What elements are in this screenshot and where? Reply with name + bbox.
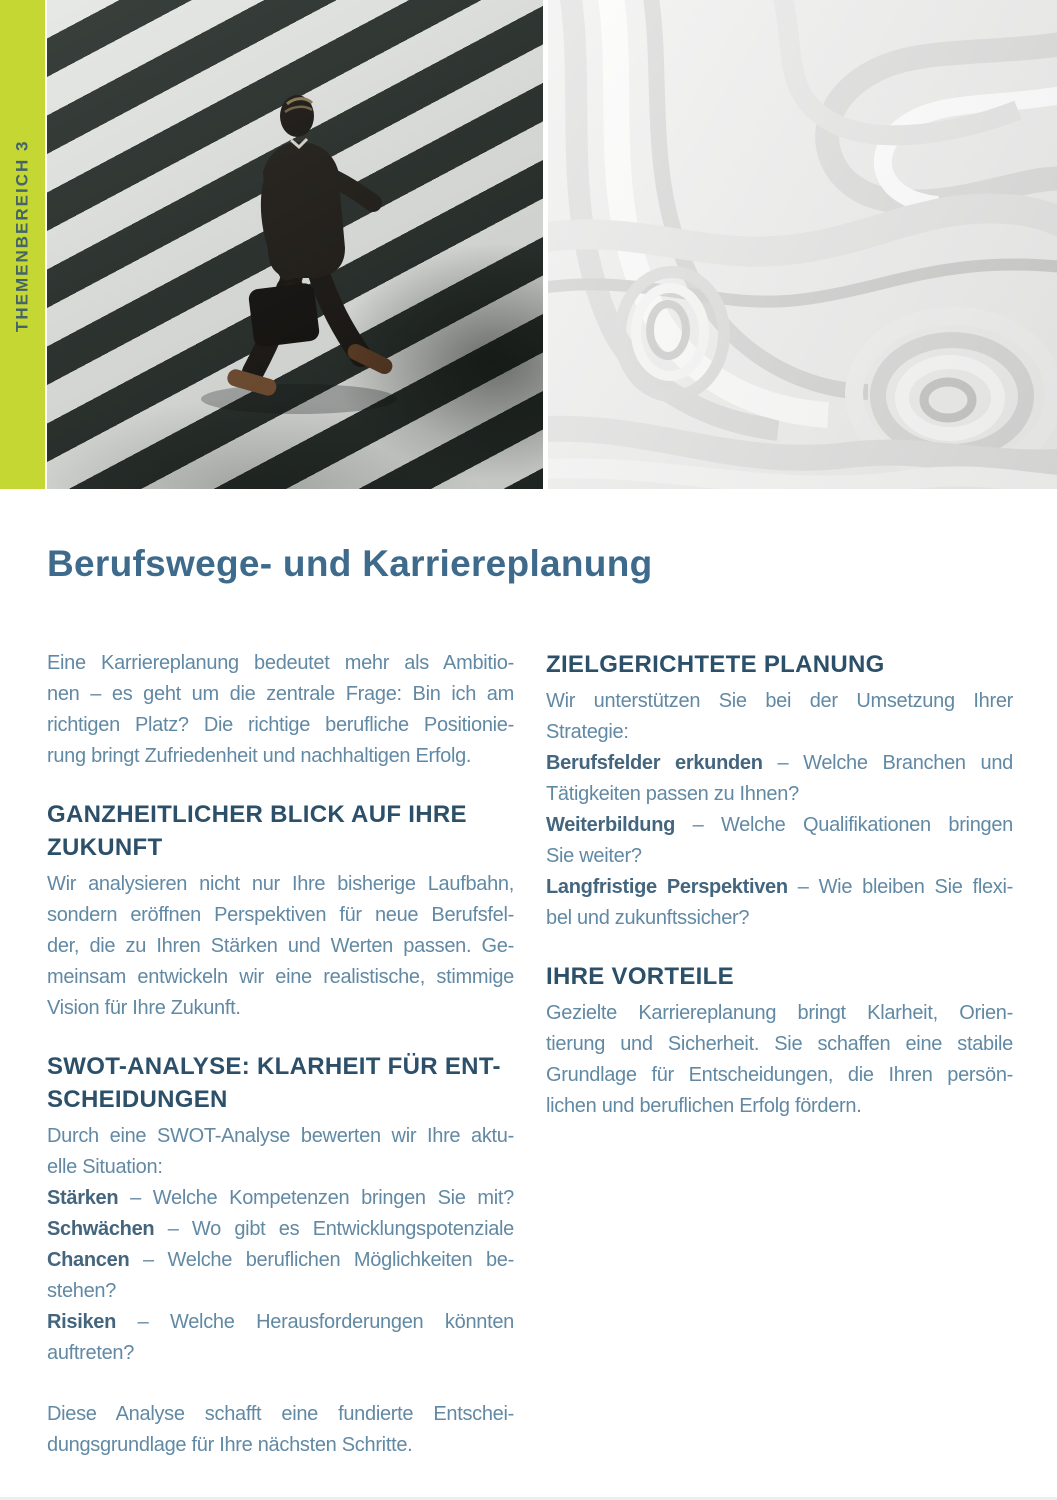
bold-term: Weiterbildung xyxy=(546,814,676,836)
text-line xyxy=(47,869,514,900)
text-line xyxy=(47,900,514,931)
text-line xyxy=(546,841,1013,872)
text-line xyxy=(47,1307,514,1338)
text-span: – Welche Kompetenzen bringen Sie mit? xyxy=(118,1187,514,1209)
text-span: Grundlage für Entscheidungen, die Ihren persön- xyxy=(546,1064,1013,1086)
sidebar-label: THEMENBEREICH 3 xyxy=(12,139,32,332)
text-line xyxy=(546,1060,1013,1091)
text-line xyxy=(546,1029,1013,1060)
text-line xyxy=(47,798,514,831)
section-heading xyxy=(47,798,514,864)
text-line xyxy=(47,1214,514,1245)
text-span: lichen und beruflichen Erfolg fördern. xyxy=(546,1095,862,1117)
text-line xyxy=(47,1183,514,1214)
text-span: SCHEIDUNGEN xyxy=(47,1086,228,1113)
text-span: Strategie: xyxy=(546,721,629,743)
bold-term: Stärken xyxy=(47,1187,119,1209)
bold-term: Risiken xyxy=(47,1311,117,1333)
text-span: Durch eine SWOT-Analyse bewerten wir Ihre aktu- xyxy=(47,1125,514,1147)
text-span: Eine Karriereplanung bedeutet mehr als Ambitio- xyxy=(47,652,514,674)
paper-texture-photo xyxy=(548,0,1057,489)
bold-term: Berufsfelder erkunden xyxy=(546,752,763,774)
paragraph xyxy=(47,648,514,772)
text-span: – Wie bleiben Sie flexi- xyxy=(787,876,1013,898)
section-heading xyxy=(47,1050,514,1116)
text-line xyxy=(47,741,514,772)
column-left xyxy=(47,648,514,1461)
shoe-right xyxy=(345,341,395,376)
text-span: nen – es geht um die zentrale Frage: Bin ich am xyxy=(47,683,514,705)
bold-term: Chancen xyxy=(47,1249,130,1271)
text-span: IHRE VORTEILE xyxy=(546,963,734,990)
text-span: Wir analysieren nicht nur Ihre bisherige Laufbahn, xyxy=(47,873,514,895)
paragraph xyxy=(47,869,514,1024)
text-span: ZUKUNFT xyxy=(47,834,163,861)
briefcase xyxy=(248,282,321,348)
text-line xyxy=(546,810,1013,841)
text-line xyxy=(47,1083,514,1116)
text-line xyxy=(47,648,514,679)
text-span: Sie weiter? xyxy=(546,845,642,867)
text-span: Gezielte Karriereplanung bringt Klarheit, Orien- xyxy=(546,1002,1013,1024)
text-line xyxy=(546,1091,1013,1122)
section-heading xyxy=(546,648,1013,681)
text-span: rung bringt Zufriedenheit und nachhaltigen Erfolg. xyxy=(47,745,472,767)
text-line xyxy=(47,679,514,710)
text-line xyxy=(47,1152,514,1183)
text-span: sondern eröffnen Perspektiven für neue Berufsfel- xyxy=(47,904,514,926)
text-span: stehen? xyxy=(47,1280,117,1302)
crosswalk-photo xyxy=(47,0,543,489)
text-line xyxy=(546,779,1013,810)
text-line xyxy=(546,717,1013,748)
text-line xyxy=(47,1245,514,1276)
text-line xyxy=(47,931,514,962)
text-line xyxy=(47,710,514,741)
text-span: elle Situation: xyxy=(47,1156,163,1178)
text-span: – Welche Branchen und xyxy=(762,752,1013,774)
bold-term: Schwächen xyxy=(47,1218,155,1240)
text-span: Tätigkeiten passen zu Ihnen? xyxy=(546,783,799,805)
paragraph xyxy=(47,1121,514,1369)
text-line xyxy=(47,1276,514,1307)
text-span: ZIELGERICHTETE PLANUNG xyxy=(546,651,885,678)
text-span: SWOT-ANALYSE: KLARHEIT FÜR ENT- xyxy=(47,1053,501,1080)
text-span: Diese Analyse schafft eine fundierte Entschei- xyxy=(47,1403,514,1425)
text-line xyxy=(47,1050,514,1083)
businessman-figure xyxy=(47,0,543,489)
text-span: – Wo gibt es Entwicklungspotenziale xyxy=(154,1218,514,1240)
text-span: – Welche beruflichen Möglichkeiten be- xyxy=(129,1249,514,1271)
text-line xyxy=(47,993,514,1024)
text-span: bel und zukunftssicher? xyxy=(546,907,750,929)
paragraph xyxy=(47,1399,514,1461)
theme-sidebar xyxy=(0,0,45,489)
text-span: Wir unterstützen Sie bei der Umsetzung Ihrer xyxy=(546,690,1013,712)
text-line xyxy=(47,1338,514,1369)
text-span: meinsam entwickeln wir eine realistische, stimmige xyxy=(47,966,514,988)
text-line xyxy=(546,998,1013,1029)
text-span: tierung und Sicherheit. Sie schaffen eine stabile xyxy=(546,1033,1013,1055)
text-line xyxy=(47,1121,514,1152)
text-line xyxy=(47,831,514,864)
text-line xyxy=(546,960,1013,993)
text-span: auftreten? xyxy=(47,1342,135,1364)
paragraph xyxy=(546,998,1013,1122)
page-title: Berufswege- und Karriereplanung xyxy=(47,543,653,584)
text-span: GANZHEITLICHER BLICK AUF IHRE xyxy=(47,801,467,828)
text-span: richtigen Platz? Die richtige berufliche Positionie- xyxy=(47,714,514,736)
text-line xyxy=(546,903,1013,934)
text-line xyxy=(546,748,1013,779)
text-span: – Welche Qualifikationen bringen xyxy=(675,814,1013,836)
paper-waves-illustration xyxy=(548,0,1057,489)
text-line xyxy=(47,1430,514,1461)
bold-term: Langfristige Perspektiven xyxy=(546,876,788,898)
text-span: dungsgrundlage für Ihre nächsten Schritte. xyxy=(47,1434,413,1456)
content-columns xyxy=(47,648,1013,1461)
text-line xyxy=(546,686,1013,717)
text-line xyxy=(47,962,514,993)
text-span: – Welche Herausforderungen könnten xyxy=(116,1311,514,1333)
text-line xyxy=(546,872,1013,903)
text-span: Vision für Ihre Zukunft. xyxy=(47,997,241,1019)
column-right xyxy=(546,648,1013,1461)
text-line xyxy=(546,648,1013,681)
text-span: der, die zu Ihren Stärken und Werten passen. Ge- xyxy=(47,935,514,957)
section-heading xyxy=(546,960,1013,993)
paragraph xyxy=(546,686,1013,934)
text-line xyxy=(47,1399,514,1430)
